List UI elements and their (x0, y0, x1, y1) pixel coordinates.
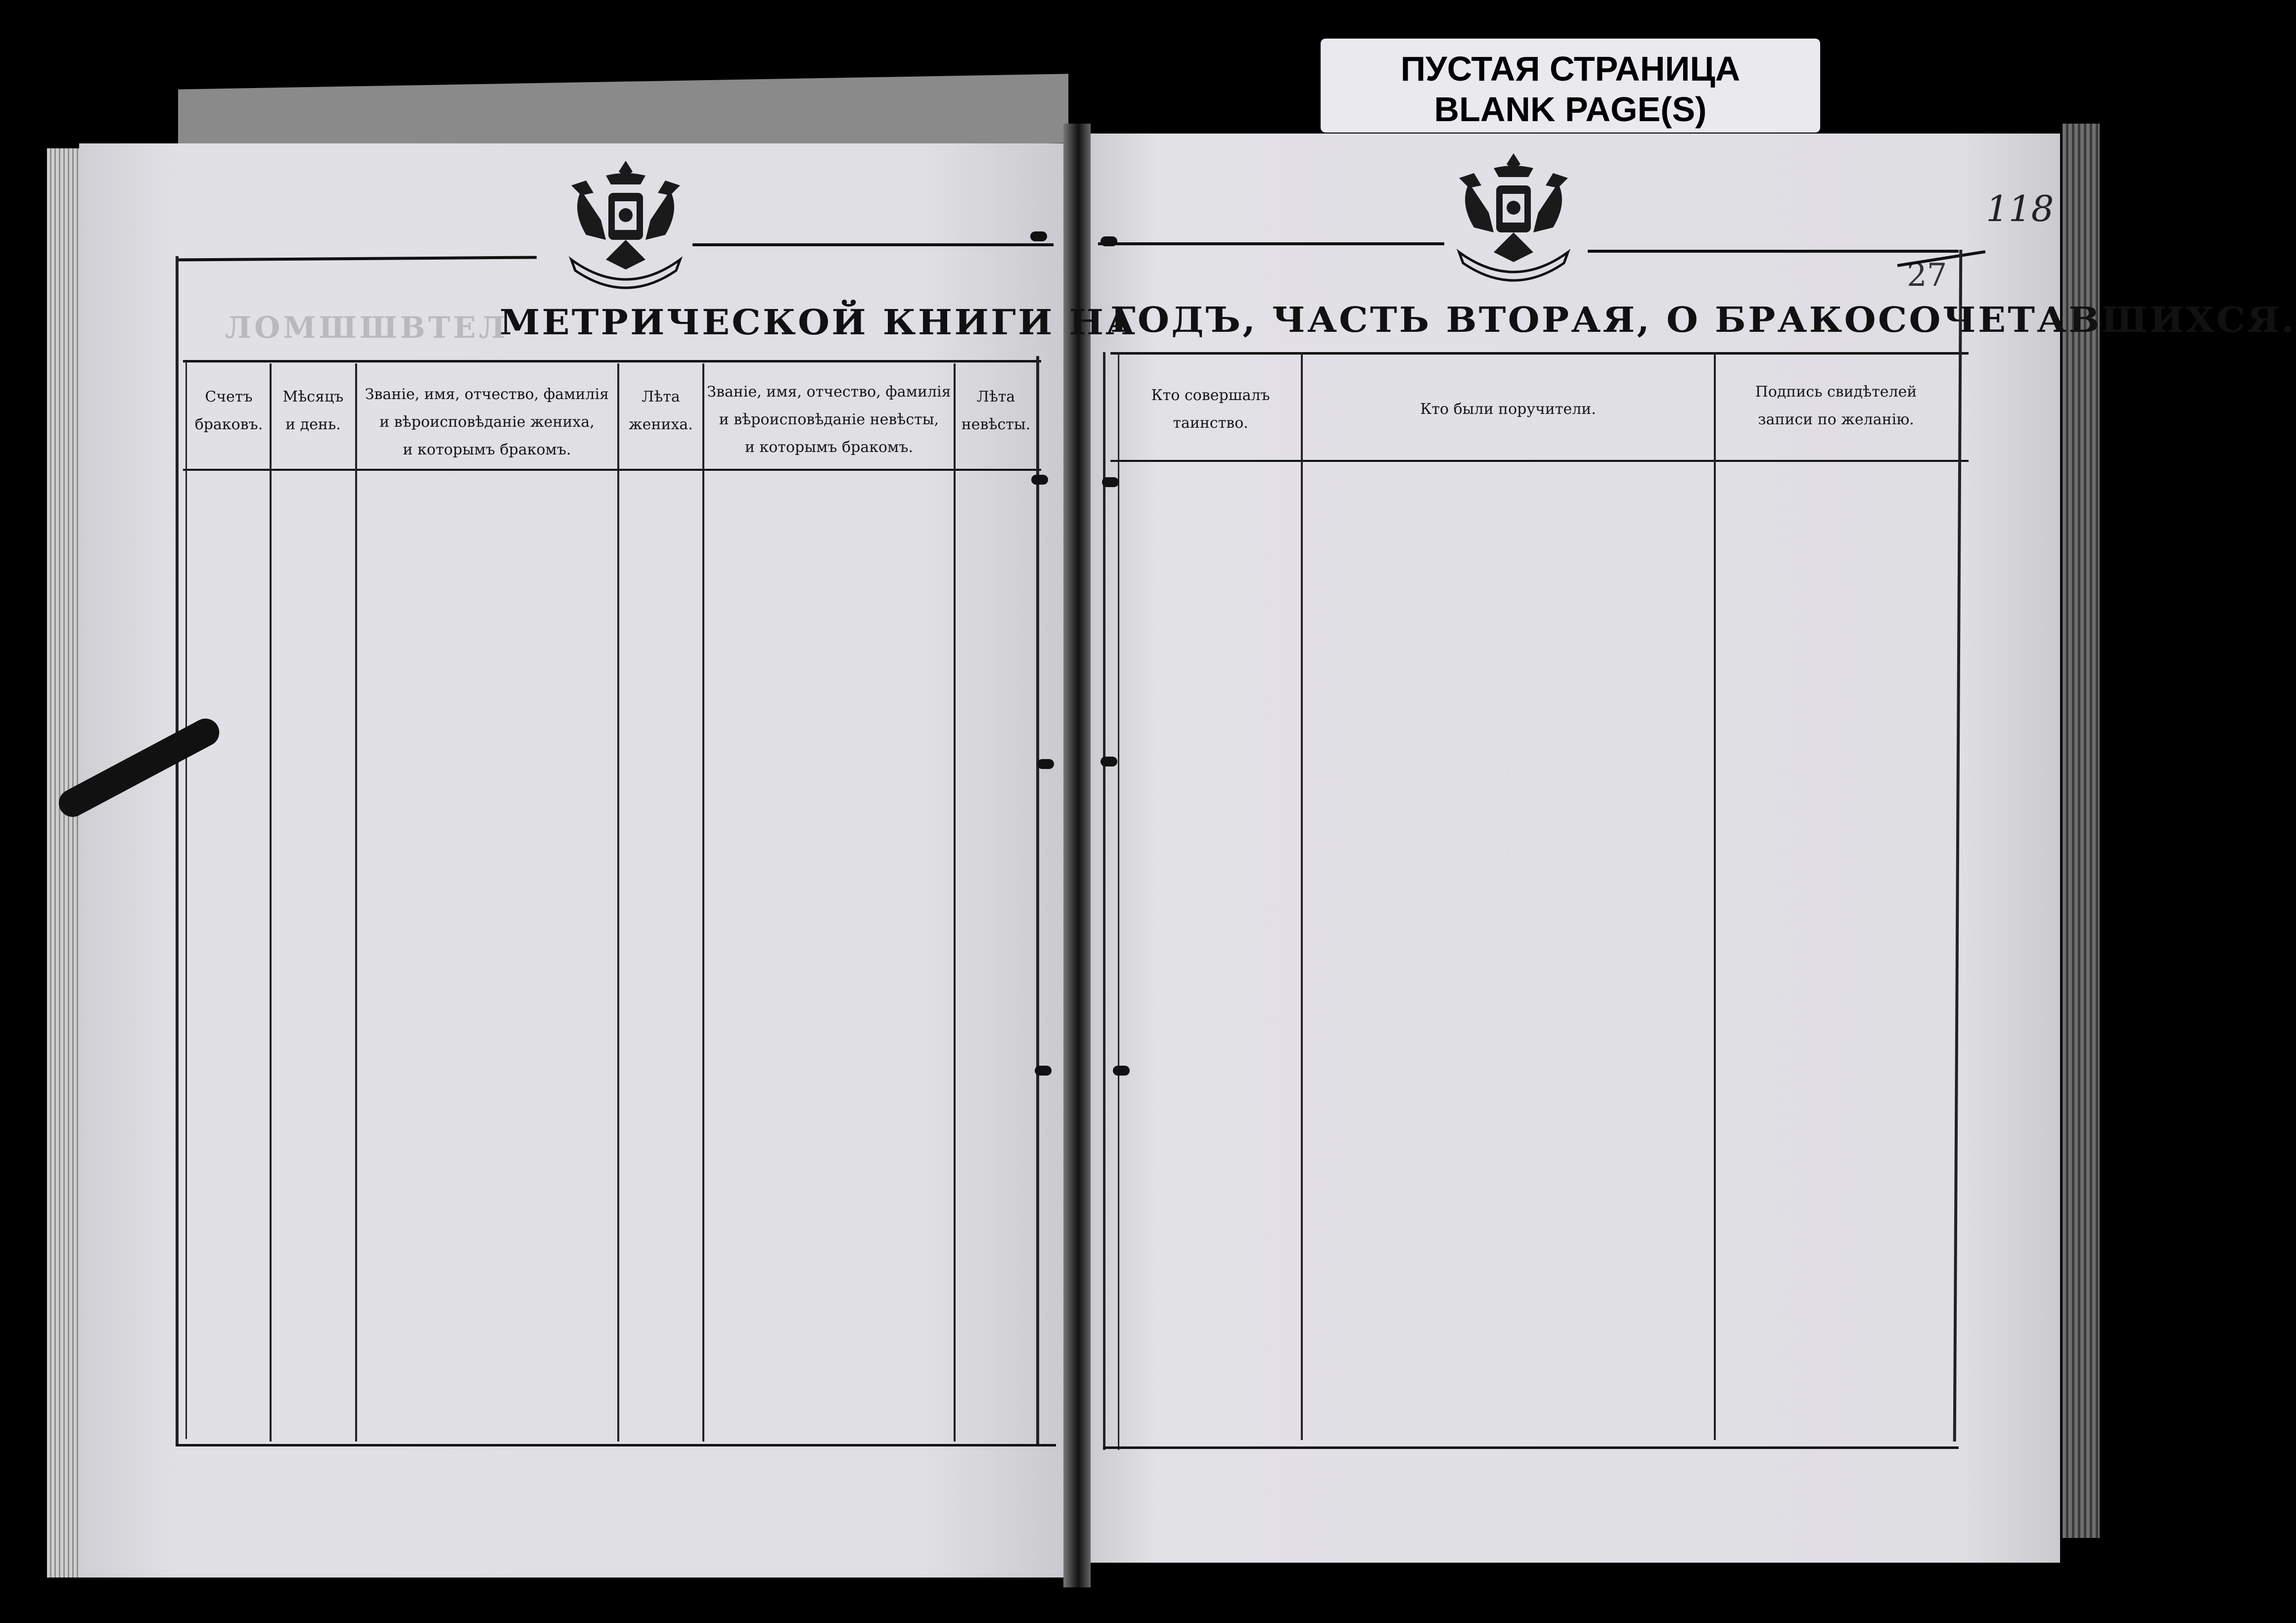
column-header-line: Лѣта (642, 388, 680, 406)
column-header-line: Мѣсяцъ (282, 388, 344, 406)
book-gutter (1063, 124, 1091, 1587)
column-header-line: и которымъ бракомъ. (403, 441, 571, 458)
stamp-line-ru: ПУСТАЯ СТРАНИЦА (1400, 49, 1741, 88)
left-header-top-rule (183, 360, 1041, 362)
column-header-line: Званіе, имя, отчество, фамилія (365, 386, 609, 403)
left-column-separator (1036, 356, 1039, 1444)
column-header-line: записи по желанію. (1758, 411, 1914, 428)
column-header-line: жениха. (629, 416, 693, 433)
column-header-line: Кто совершалъ (1151, 387, 1270, 404)
column-header-bride (704, 378, 954, 461)
column-header-line: Званіе, имя, отчество, фамилія (707, 383, 951, 401)
column-header-line: невѣсты. (961, 416, 1031, 433)
column-header-line: таинство. (1173, 414, 1248, 432)
right-header-bottom-rule (1110, 460, 1969, 462)
column-header-groom (357, 381, 617, 464)
bleed-through-text: ЛОМШШВТЕЛ (225, 311, 508, 345)
left-frame-bottom-line (176, 1444, 1056, 1446)
column-header-marriage-count (188, 383, 270, 439)
double-headed-eagle-crest-icon (1439, 148, 1588, 297)
right-frame-top-line (1098, 242, 1444, 245)
column-header-month-day (271, 383, 355, 439)
right-column-separator (1714, 352, 1716, 1440)
column-header-line: Лѣта (976, 388, 1015, 406)
column-header-line: и которымъ бракомъ. (745, 439, 913, 456)
column-header-line: браковъ. (194, 416, 263, 433)
left-page-title: МЕТРИЧЕСКОЙ КНИГИ НА (500, 302, 1138, 343)
column-header-line: и вѣроисповѣданіе невѣсты, (719, 411, 939, 428)
column-header-bride-age (956, 383, 1036, 439)
right-page-title: ГОДЪ, ЧАСТЬ ВТОРАЯ, О БРАКОСОЧЕТАВШИХСЯ. (1110, 299, 2296, 340)
stamp-line-en: BLANK PAGE(S) (1434, 90, 1707, 129)
binding-stitch (1035, 1066, 1052, 1076)
left-column-separator (270, 363, 272, 1442)
column-header-line: Кто были поручители. (1420, 401, 1596, 418)
printed-page-number: 27 (1907, 257, 1947, 294)
column-header-officiant (1120, 382, 1301, 437)
left-column-separator (702, 363, 704, 1442)
left-frame-top-line (692, 243, 1054, 246)
right-header-top-rule (1110, 352, 1969, 355)
binding-stitch (1030, 231, 1047, 241)
left-frame-inner-line (185, 361, 187, 1439)
right-page (1078, 134, 2060, 1563)
left-frame-outer-line (176, 256, 179, 1445)
left-column-separator (617, 363, 619, 1442)
column-header-line: Счетъ (205, 388, 253, 406)
left-column-separator (954, 363, 956, 1442)
column-header-groom-age (619, 383, 702, 439)
binding-stitch (1031, 475, 1048, 485)
binding-stitch (1037, 759, 1054, 769)
binding-stitch (1101, 236, 1117, 246)
double-headed-eagle-crest-icon (551, 156, 700, 304)
blank-page-stamp (1321, 39, 1820, 133)
right-frame-inner-line (1118, 352, 1119, 1450)
left-page (79, 143, 1073, 1578)
right-frame-inner-line (1103, 352, 1105, 1450)
right-frame-bottom-line (1103, 1446, 1959, 1449)
folio-number: 118 (1986, 188, 2054, 229)
column-header-line: и день. (285, 416, 341, 433)
column-header-line: и вѣроисповѣданіе жениха, (379, 413, 595, 431)
left-header-bottom-rule (183, 469, 1041, 471)
binding-stitch (1101, 757, 1117, 766)
binding-stitch (1113, 1066, 1130, 1076)
binding-stitch (1102, 477, 1119, 487)
column-header-line: Подпись свидѣтелей (1755, 383, 1917, 401)
column-header-guarantors (1303, 396, 1713, 423)
right-column-separator (1301, 352, 1303, 1440)
column-header-witness-signature (1716, 378, 1956, 434)
right-frame-top-line (1588, 250, 1959, 253)
left-column-separator (355, 363, 357, 1442)
